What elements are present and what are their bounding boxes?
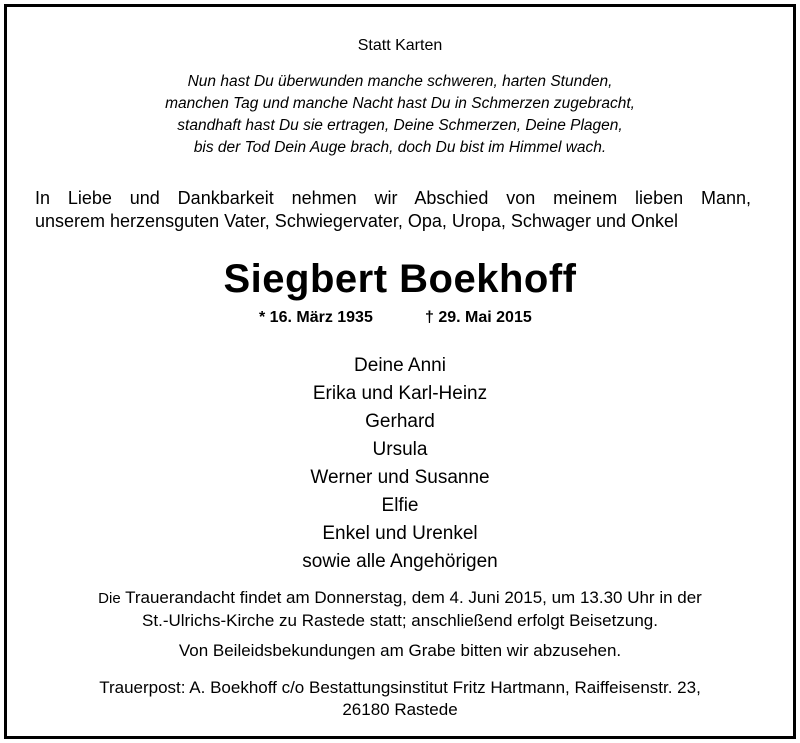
mourner-entry: Erika und Karl-Heinz — [312, 383, 488, 404]
mourner-entry: Gerhard — [365, 411, 435, 432]
service-lead-word: Die — [98, 590, 121, 607]
mourner-entry: Deine Anni — [354, 355, 446, 376]
mourner-entry: sowie alle Angehörigen — [302, 551, 498, 572]
mourner-entry: Werner und Susanne — [310, 467, 490, 488]
mourner-entry: Enkel und Urenkel — [322, 523, 478, 544]
mourner-entry: Ursula — [372, 439, 428, 460]
poem-line: bis der Tod Dein Auge brach, doch Du bist im Himmel wach. — [193, 139, 607, 156]
birth-date: * 16. März 1935 — [259, 309, 373, 326]
address-line: Trauerpost: A. Boekhoff c/o Bestattungsinstitut Fritz Hartmann, Raiffeisenstr. 23, — [99, 678, 701, 697]
service-line — [7, 587, 793, 610]
obituary-notice — [4, 4, 796, 739]
notice-heading: Statt Karten — [357, 37, 443, 54]
address-line: 26180 Rastede — [342, 700, 458, 719]
service-text: Trauerandacht findet am Donnerstag, dem 4. Juni 2015, um 13.30 Uhr in der — [120, 588, 702, 607]
deceased-name: Siegbert Boekhoff — [223, 257, 577, 301]
death-date: † 29. Mai 2015 — [425, 309, 532, 326]
farewell-intro — [35, 187, 751, 233]
intro-line: In Liebe und Dankbarkeit nehmen wir Abschied von meinem lieben Mann, — [35, 188, 751, 208]
poem-line: manchen Tag und manche Nacht hast Du in Schmerzen zugebracht, — [165, 95, 635, 112]
poem-line: standhaft hast Du sie ertragen, Deine Schmerzen, Deine Plagen, — [177, 117, 623, 134]
service-info — [7, 587, 793, 632]
service-line: St.-Ulrichs-Kirche zu Rastede statt; anschließend erfolgt Beisetzung. — [142, 611, 658, 630]
intro-line: unserem herzensguten Vater, Schwiegervater, Opa, Uropa, Schwager und Onkel — [35, 211, 679, 231]
memorial-poem — [7, 71, 793, 159]
mourning-address — [7, 677, 793, 721]
mourner-entry: Elfie — [381, 495, 419, 516]
poem-line: Nun hast Du überwunden manche schweren, harten Stunden, — [187, 73, 613, 90]
condolence-note: Von Beileidsbekundungen am Grabe bitten wir abzusehen. — [178, 641, 622, 660]
mourners-list — [7, 352, 793, 576]
